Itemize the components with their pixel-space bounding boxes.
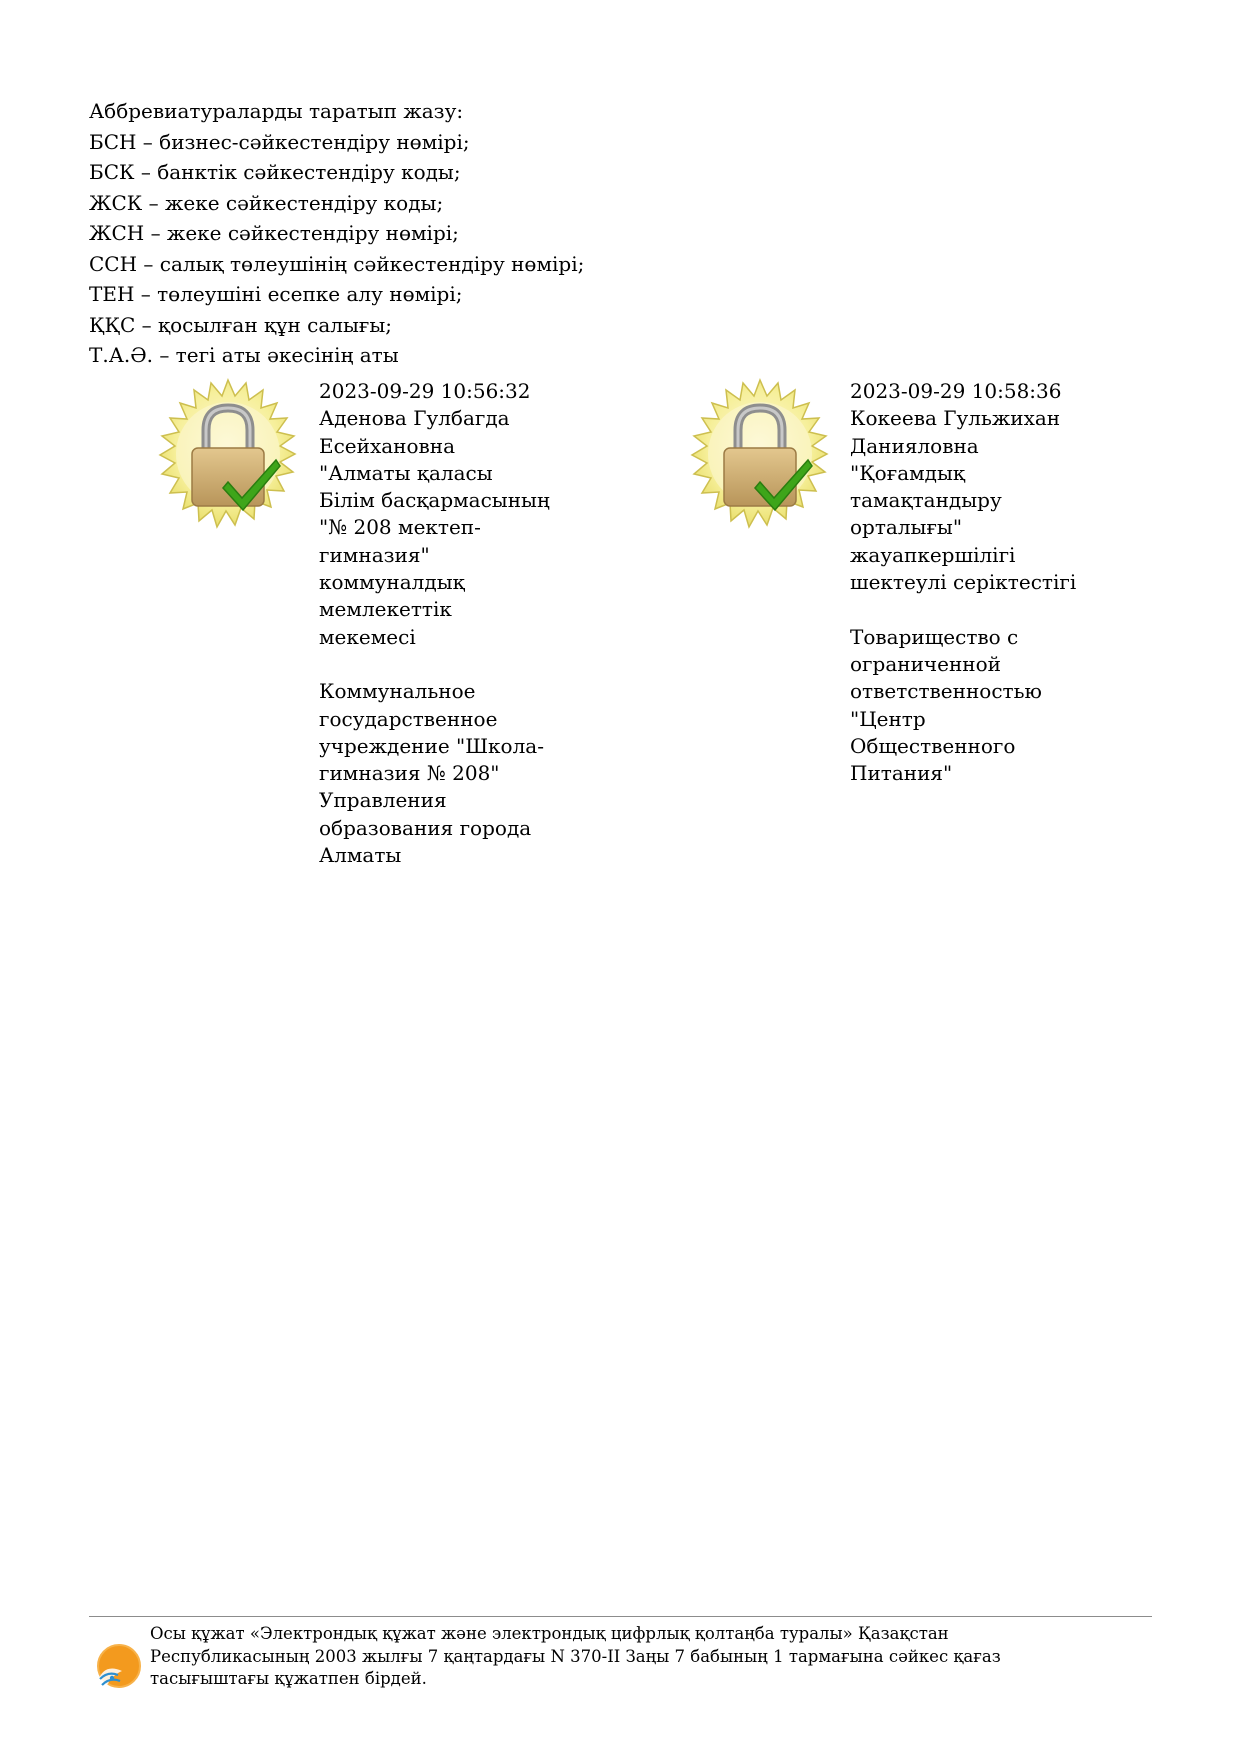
signature-text-2: 2023-09-29 10:58:36 Кокеева Гульжихан Данияловна "Қоғамдық тамақтандыру орталығы" жауапкершілігі шектеулі серіктестігі Товарищество с ограниченной ответственностью "Центр Общественного Питания"	[850, 379, 1077, 786]
abbreviation-item: ССН – салық төлеушінің сәйкестендіру нөмірі;	[89, 251, 585, 276]
abbreviation-item: ЖСН – жеке сәйкестендіру нөмірі;	[89, 221, 459, 245]
signature-text-1: 2023-09-29 10:56:32 Аденова Гулбагда Есейхановна "Алматы қаласы Білім басқармасының "№ 208 мектеп- гимназия" коммуналдық мемлекеттік мекемесі Коммунальное государственное учреждение "Школа- гимназия № 208" Управления образования города Алматы	[319, 379, 550, 868]
legal-notice-line: Осы құжат «Электрондық құжат және электрондық цифрлық қолтаңба туралы» Қазақстан	[150, 1624, 949, 1643]
egov-logo-icon	[92, 1641, 142, 1691]
abbreviation-item: ҚҚС – қосылған құн салығы;	[89, 312, 393, 337]
abbreviation-item: Т.А.Ә. – тегі аты әкесінің аты	[89, 343, 399, 367]
verified-seal-icon	[148, 378, 308, 538]
verified-seal-icon	[680, 378, 840, 538]
abbreviation-item: БСН – бизнес-сәйкестендіру нөмірі;	[89, 129, 470, 154]
legal-notice	[150, 1623, 1150, 1691]
abbreviation-item: ТЕН – төлеушіні есепке алу нөмірі;	[89, 282, 463, 306]
footer-divider	[89, 1616, 1152, 1617]
abbreviations-heading: Аббревиатураларды таратып жазу:	[89, 99, 464, 123]
legal-notice-line: тасығыштағы құжатпен бірдей.	[150, 1669, 427, 1688]
legal-notice-line: Республикасының 2003 жылғы 7 қаңтардағы N 370-II Заңы 7 бабының 1 тармағына сәйкес қағаз	[150, 1646, 1001, 1666]
abbreviations-block	[89, 96, 989, 371]
abbreviation-item: ЖСК – жеке сәйкестендіру коды;	[89, 190, 444, 215]
abbreviation-item: БСК – банктік сәйкестендіру коды;	[89, 160, 461, 184]
